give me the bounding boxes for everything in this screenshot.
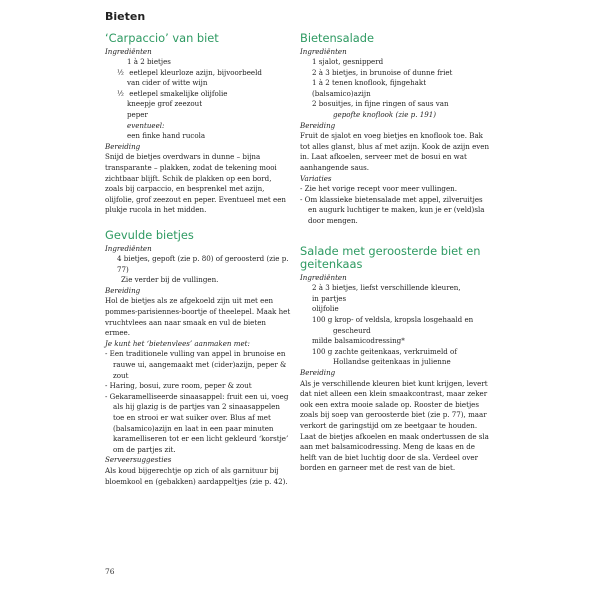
right-column bbox=[300, 32, 490, 474]
ingredient-item: peper bbox=[127, 110, 148, 120]
ingredient-item: 2 bosuitjes, in fijne ringen of saus van bbox=[312, 99, 449, 109]
ingredient-item: gescheurd bbox=[333, 325, 371, 335]
recipe-bietensalade bbox=[300, 32, 490, 227]
recipe-carpaccio bbox=[105, 32, 291, 216]
preparation-text: Snijd de bietjes overdwars in dunne – bijna transparante – plakken, zodat de tekening mooi zichtbaar blijft. Schik de plakken op een bord, zoals bij carpaccio, en besprenkel met azijn, olijfolie, grof zeezout en peper. Eventueel met een plukje rucola in het midden. bbox=[105, 152, 286, 215]
recipe-title: Bietensalade bbox=[300, 31, 374, 45]
ingredient-item: Zie verder bij de vullingen. bbox=[121, 275, 219, 285]
ingredients-list bbox=[105, 254, 291, 286]
preparation-label: Bereiding bbox=[300, 367, 336, 377]
page-number: 76 bbox=[105, 567, 115, 576]
preparation-label: Bereiding bbox=[300, 120, 336, 130]
list-item: - Een traditionele vulling van appel in brunoise en rauwe ui, aangemaakt met (cider)azijn, peper & zout bbox=[105, 349, 287, 380]
ingredient-item: 100 g zachte geitenkaas, verkruimeld of bbox=[312, 346, 457, 356]
ingredient-item: van cider of witte wijn bbox=[127, 78, 208, 88]
recipe-title: Gevulde bietjes bbox=[105, 228, 194, 242]
ingredients-list bbox=[300, 283, 490, 368]
ingredient-item: kneepje grof zeezout bbox=[127, 99, 203, 109]
list-item: - Zie het vorige recept voor meer vullingen. bbox=[300, 184, 457, 194]
variations-label: Je kunt het ‘bietenvlees’ aanmaken met: bbox=[105, 338, 250, 348]
ingredient-item: 100 g krop- of veldsla, kropsla losgehaald en bbox=[312, 314, 474, 324]
page-header: Bieten bbox=[105, 10, 146, 23]
ingredients-label: Ingrediënten bbox=[105, 243, 152, 253]
list-item: - Haring, bosui, zure room, peper & zout bbox=[105, 381, 252, 391]
serving-text: Als koud bijgerechtje op zich of als garnituur bij bloemkool en (gebakken) aardappeltjes (zie p. 42). bbox=[105, 465, 288, 486]
ingredient-item: (balsamico)azijn bbox=[312, 88, 371, 98]
ingredient-item: een finke hand rucola bbox=[127, 131, 206, 141]
ingredient-item: gepofte knoflook (zie p. 191) bbox=[333, 110, 437, 120]
ingredient-item: 2 à 3 bietjes, liefst verschillende kleuren, bbox=[312, 283, 461, 293]
preparation-label: Bereiding bbox=[105, 141, 141, 151]
list-item: - Gekaramelliseerde sinaasappel: fruit een ui, voeg als hij glazig is de partjes van 2 sinaasappelen toe en strooi er wat suiker over. Blus af met (balsamico)azijn en laat in een paar minuten karamelliseren tot er een licht gekleurd ‘korstje’ om de partjes zit. bbox=[105, 391, 289, 454]
recipe-salade-geitenkaas bbox=[300, 245, 490, 474]
ingredient-item: 1 à 2 bietjes bbox=[127, 57, 171, 67]
ingredients-label: Ingrediënten bbox=[105, 46, 152, 56]
variations-list bbox=[105, 349, 291, 455]
recipe-title: ‘Carpaccio’ van biet bbox=[105, 31, 219, 45]
ingredient-item: olijfolie bbox=[312, 304, 339, 314]
variations-list bbox=[300, 184, 490, 226]
ingredient-item: in partjes bbox=[312, 293, 347, 303]
ingredient-item: Hollandse geitenkaas in julienne bbox=[333, 357, 451, 367]
list-item: - Om klassieke bietensalade met appel, zilveruitjes en augurk luchtiger te maken, kun je er (veld)sla door mengen. bbox=[300, 194, 485, 225]
variations-label: Variaties bbox=[300, 173, 332, 183]
ingredients-list bbox=[105, 57, 291, 142]
ingredient-item: 1 à 2 tenen knoflook, fijngehakt bbox=[312, 78, 427, 88]
ingredient-item: 1 sjalot, gesnipperd bbox=[312, 57, 384, 67]
ingredient-item: 4 bietjes, gepoft (zie p. 80) of geroosterd (zie p. 77) bbox=[117, 254, 289, 274]
preparation-label: Bereiding bbox=[105, 285, 141, 295]
ingredients-label: Ingrediënten bbox=[300, 272, 347, 282]
ingredient-item: eventueel: bbox=[127, 120, 165, 130]
ingredients-list bbox=[300, 57, 490, 121]
ingredient-item: milde balsamicodressing* bbox=[312, 336, 405, 346]
preparation-text: Hol de bietjes als ze afgekoeld zijn uit met een pommes-parisiennes-boortje of theelepel. Maak het vruchtvlees aan naar smaak en vul de bieten ermee. bbox=[105, 296, 291, 338]
ingredient-item: ½ eetlepel smakelijke olijfolie bbox=[117, 88, 228, 98]
serving-label: Serveersuggesties bbox=[105, 455, 172, 465]
left-column bbox=[105, 32, 291, 487]
recipe-title: Salade met geroosterde biet en geitenkaas bbox=[300, 243, 481, 272]
ingredients-label: Ingrediënten bbox=[300, 46, 347, 56]
recipe-gevulde-bietjes bbox=[105, 229, 291, 487]
preparation-text: Als je verschillende kleuren biet kunt krijgen, levert dat niet alleen een klein smaakcontrast, maar zeker ook een extra mooie salade op. Rooster de bietjes zoals bij soep van geroosterde biet (zie p. 77), maar verkort de garingstijd om ze beetgaar te houden. Laat de bietjes afkoelen en maak ondertussen de sla aan met balsamicodressing. Meng de kaas en de helft van de biet luchtig door de sla. Verdeel over borden en garneer met de rest van de biet. bbox=[300, 378, 489, 473]
preparation-text: Fruit de sjalot en voeg bietjes en knoflook toe. Bak tot alles glanst, blus af met azijn. Kook de azijn even in. Laat afkoelen, serveer met de bosui en wat aanhangende saus. bbox=[300, 131, 490, 173]
ingredient-item: 2 à 3 bietjes, in brunoise of dunne friet bbox=[312, 67, 453, 77]
ingredient-item: ½ eetlepel kleurloze azijn, bijvoorbeeld bbox=[117, 67, 262, 77]
